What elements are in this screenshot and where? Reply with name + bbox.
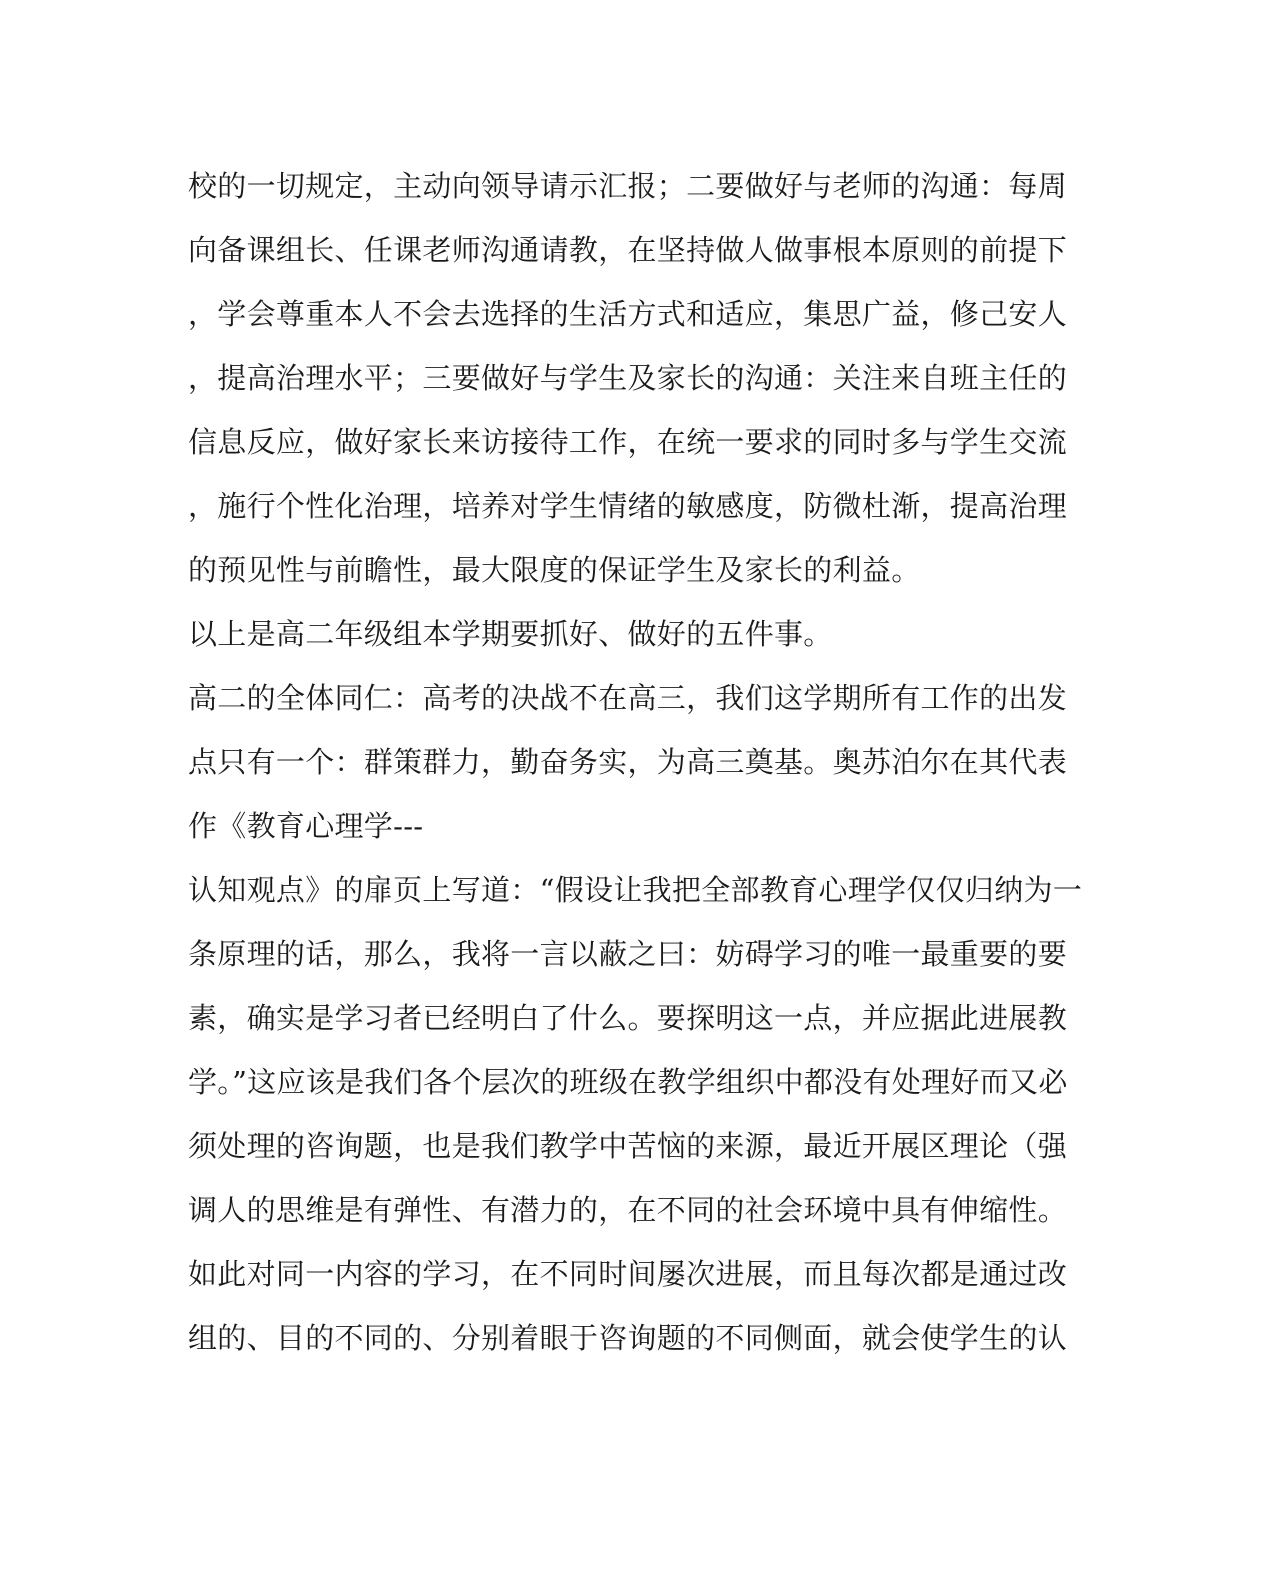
text-line: 认知观点》的扉页上写道：“假设让我把全部教育心理学仅仅归纳为一 [188,873,1083,907]
text-line: 学。”这应该是我们各个层次的班级在教学组织中都没有处理好而又必 [188,1065,1068,1099]
text-line: 素，确实是学习者已经明白了什么。要探明这一点，并应据此进展教 [188,1001,1068,1035]
text-line: 的预见性与前瞻性，最大限度的保证学生及家长的利益。 [188,553,921,587]
text-line: ，学会尊重本人不会去选择的生活方式和适应，集思广益，修己安人 [188,297,1068,331]
text-line: 信息反应，做好家长来访接待工作，在统一要求的同时多与学生交流 [188,425,1068,459]
text-line: 如此对同一内容的学习，在不同时间屡次进展，而且每次都是通过改 [188,1257,1068,1291]
text-line: 组的、目的不同的、分别着眼于咨询题的不同侧面，就会使学生的认 [188,1321,1068,1355]
text-line: 向备课组长、任课老师沟通请教，在坚持做人做事根本原则的前提下 [188,233,1068,267]
text-line: 须处理的咨询题，也是我们教学中苦恼的来源，最近开展区理论（强 [188,1129,1068,1163]
text-line: ，提高治理水平；三要做好与学生及家长的沟通：关注来自班主任的 [188,361,1068,395]
text-line: 作《教育心理学--- [188,809,424,843]
text-line: 调人的思维是有弹性、有潜力的，在不同的社会环境中具有伸缩性。 [188,1193,1068,1227]
text-line: 校的一切规定，主动向领导请示汇报；二要做好与老师的沟通：每周 [188,169,1068,203]
text-line: 高二的全体同仁：高考的决战不在高三，我们这学期所有工作的出发 [188,681,1068,715]
text-line: 条原理的话，那么，我将一言以蔽之曰：妨碍学习的唯一最重要的要 [188,937,1068,971]
text-line: ，施行个性化治理，培养对学生情绪的敏感度，防微杜渐，提高治理 [188,489,1068,523]
text-line: 以上是高二年级组本学期要抓好、做好的五件事。 [188,617,833,651]
text-line: 点只有一个：群策群力，勤奋务实，为高三奠基。奥苏泊尔在其代表 [188,745,1068,779]
